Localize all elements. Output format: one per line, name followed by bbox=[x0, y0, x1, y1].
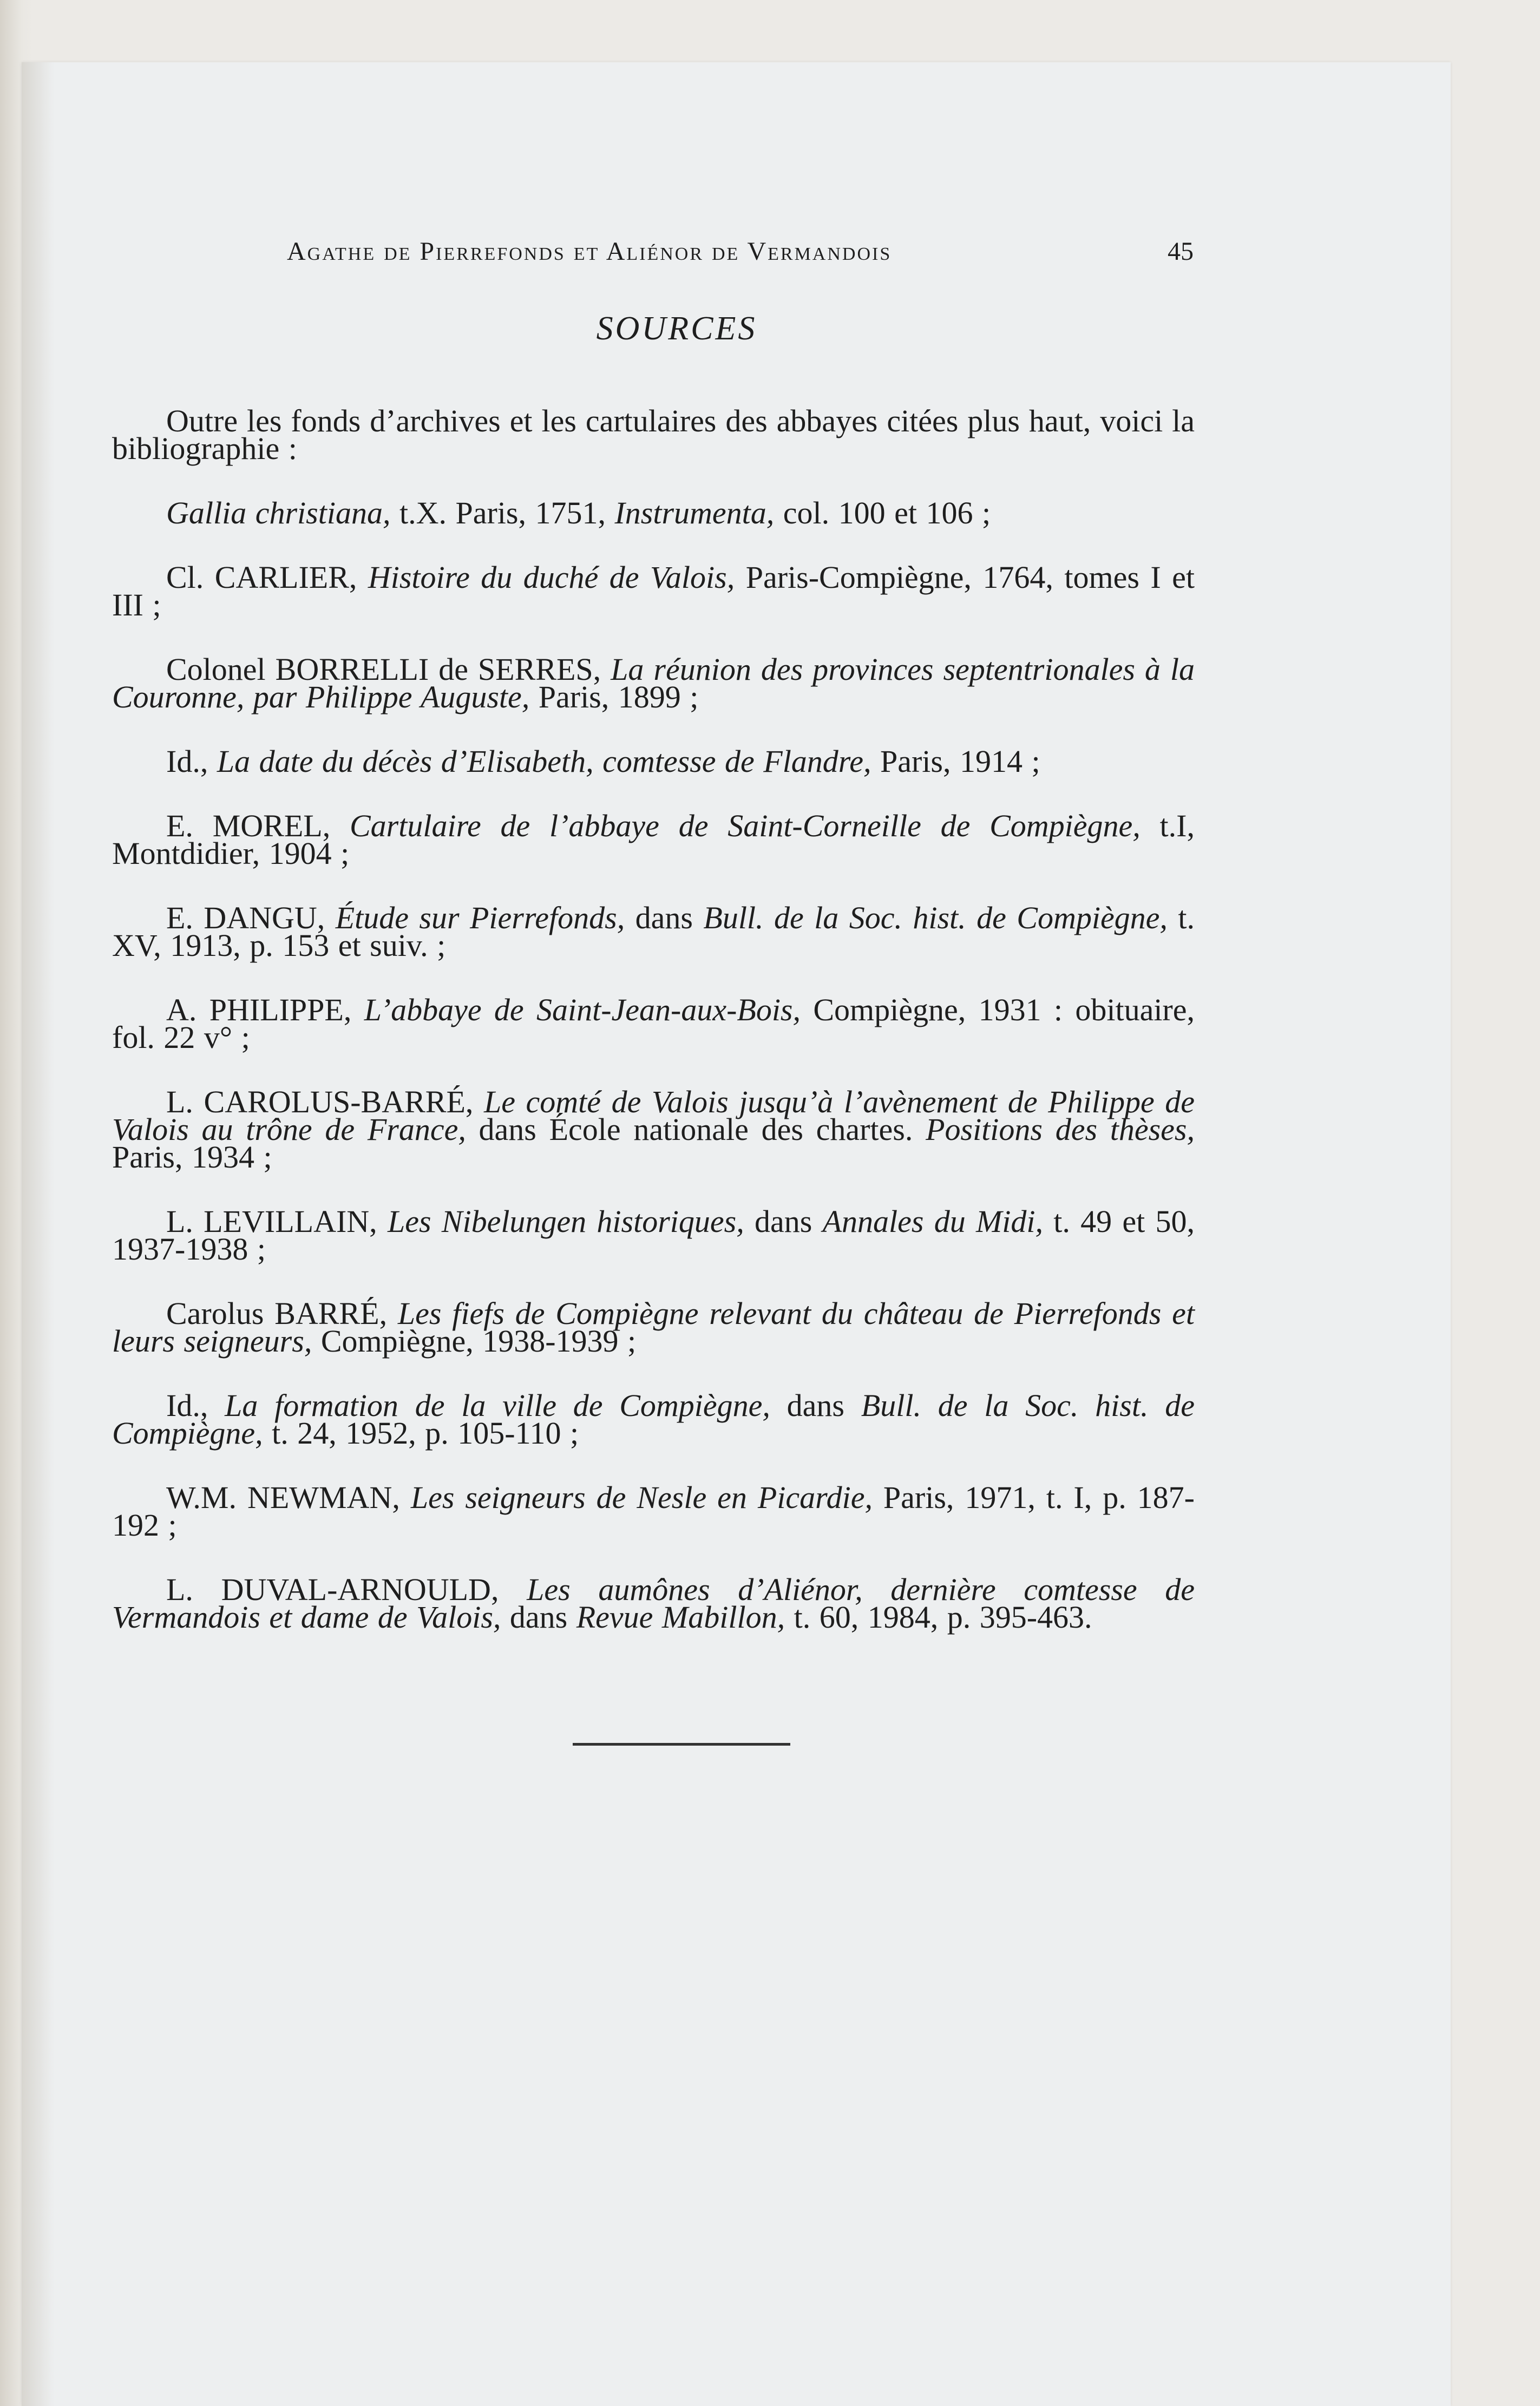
entry-text: Paris-Compiègne, 1764, tomes I et III ; bbox=[112, 560, 1195, 622]
italic-title: Revue Mabillon, bbox=[576, 1599, 785, 1635]
bibliography-entry bbox=[112, 808, 1195, 871]
italic-title: Instrumenta, bbox=[614, 495, 775, 530]
italic-title: Étude sur Pierrefonds, bbox=[335, 900, 625, 935]
entry-text: Paris, 1934 ; bbox=[112, 1139, 272, 1175]
entry-text: Cl. CARLIER, bbox=[166, 560, 368, 595]
entry-text: E. DANGU, bbox=[166, 900, 336, 935]
italic-title: Histoire du duché de Valois, bbox=[368, 560, 735, 595]
bibliography-entry bbox=[112, 1388, 1195, 1451]
entry-text: Compiègne, 1938-1939 ; bbox=[312, 1323, 637, 1359]
entry-text: W.M. NEWMAN, bbox=[166, 1480, 411, 1515]
entry-text: Carolus BARRÉ, bbox=[166, 1296, 398, 1331]
section-title: SOURCES bbox=[596, 310, 757, 347]
entry-text: Paris, 1899 ; bbox=[529, 679, 699, 714]
entry-text: Id., bbox=[166, 1388, 225, 1423]
entry-text: t. 24, 1952, p. 105-110 ; bbox=[263, 1415, 579, 1451]
entry-text: t.I, Montdidier, 1904 ; bbox=[112, 808, 1195, 871]
italic-title: Les fiefs de Compiègne relevant du château de Pierrefonds et leurs seigneurs, bbox=[112, 1296, 1195, 1359]
entry-text: Paris, 1971, t. I, p. 187-192 ; bbox=[112, 1480, 1195, 1543]
entry-text: dans bbox=[501, 1599, 576, 1635]
entry-text: t. XV, 1913, p. 153 et suiv. ; bbox=[112, 900, 1195, 963]
bibliography-entry bbox=[112, 1296, 1195, 1359]
bibliography bbox=[112, 403, 1195, 1668]
entry-text: L. DUVAL-ARNOULD, bbox=[166, 1572, 527, 1607]
entry-text: Outre les fonds d’archives et les cartulaires des abbayes citées plus haut, voici la bibliographie : bbox=[112, 403, 1195, 466]
italic-title: Positions des thèses, bbox=[926, 1112, 1195, 1147]
entry-text: t. 49 et 50, 1937-1938 ; bbox=[112, 1204, 1195, 1267]
running-head: Agathe de Pierrefonds et Aliénor de Vermandois bbox=[287, 237, 892, 266]
entry-text: L. CAROLUS-BARRÉ, bbox=[166, 1084, 484, 1119]
entry-text: col. 100 et 106 ; bbox=[774, 495, 991, 530]
entry-text: L. LEVILLAIN, bbox=[166, 1204, 388, 1239]
bibliography-entry bbox=[112, 1084, 1195, 1175]
bibliography-entry bbox=[112, 1572, 1195, 1635]
entry-text: dans bbox=[770, 1388, 861, 1423]
italic-title: Annales du Midi, bbox=[822, 1204, 1043, 1239]
italic-title: Gallia christiana, bbox=[166, 495, 391, 530]
entry-text: t.X. Paris, 1751, bbox=[390, 495, 615, 530]
entry-text: E. MOREL, bbox=[166, 808, 350, 843]
end-rule bbox=[573, 1743, 790, 1746]
bibliography-entry bbox=[112, 495, 1195, 530]
bibliography-entry bbox=[112, 744, 1195, 779]
bibliography-entry bbox=[112, 560, 1195, 622]
entry-text: Paris, 1914 ; bbox=[871, 744, 1040, 779]
italic-title: Les aumônes d’Aliénor, dernière comtesse de Vermandois et dame de Valois, bbox=[112, 1572, 1195, 1635]
entry-text: dans École nationale des chartes. bbox=[466, 1112, 926, 1147]
italic-title: Bull. de la Soc. hist. de Compiègne, bbox=[112, 1388, 1195, 1451]
entry-text: t. 60, 1984, p. 395-463. bbox=[785, 1599, 1092, 1635]
entry-text: A. PHILIPPE, bbox=[166, 992, 364, 1027]
italic-title: Cartulaire de l’abbaye de Saint-Corneille de Compiègne, bbox=[349, 808, 1141, 843]
bibliography-entry bbox=[112, 1204, 1195, 1267]
italic-title: Les Nibelungen historiques, bbox=[387, 1204, 744, 1239]
italic-title: La formation de la ville de Compiègne, bbox=[225, 1388, 770, 1423]
italic-title: Le comté de Valois jusqu’à l’avènement de Philippe de Valois au trône de France, bbox=[112, 1084, 1195, 1147]
italic-title: La réunion des provinces septentrionales à la Couronne, par Philippe Auguste, bbox=[112, 652, 1195, 714]
italic-title: La date du décès d’Elisabeth, comtesse de Flandre, bbox=[217, 744, 871, 779]
entry-text: dans bbox=[744, 1204, 823, 1239]
page-number: 45 bbox=[1168, 237, 1194, 266]
page-gutter-shadow bbox=[22, 62, 54, 2406]
intro-paragraph bbox=[112, 403, 1195, 466]
bibliography-entry bbox=[112, 900, 1195, 963]
bibliography-entry bbox=[112, 652, 1195, 714]
entry-text: Compiègne, 1931 : obituaire, fol. 22 v° ; bbox=[112, 992, 1195, 1055]
bibliography-entry bbox=[112, 992, 1195, 1055]
bibliography-entry bbox=[112, 1480, 1195, 1543]
italic-title: L’abbaye de Saint-Jean-aux-Bois, bbox=[364, 992, 801, 1027]
entry-text: Id., bbox=[166, 744, 217, 779]
entry-text: Colonel BORRELLI de SERRES, bbox=[166, 652, 611, 687]
entry-text: dans bbox=[625, 900, 704, 935]
italic-title: Bull. de la Soc. hist. de Compiègne, bbox=[703, 900, 1168, 935]
italic-title: Les seigneurs de Nesle en Picardie, bbox=[410, 1480, 873, 1515]
